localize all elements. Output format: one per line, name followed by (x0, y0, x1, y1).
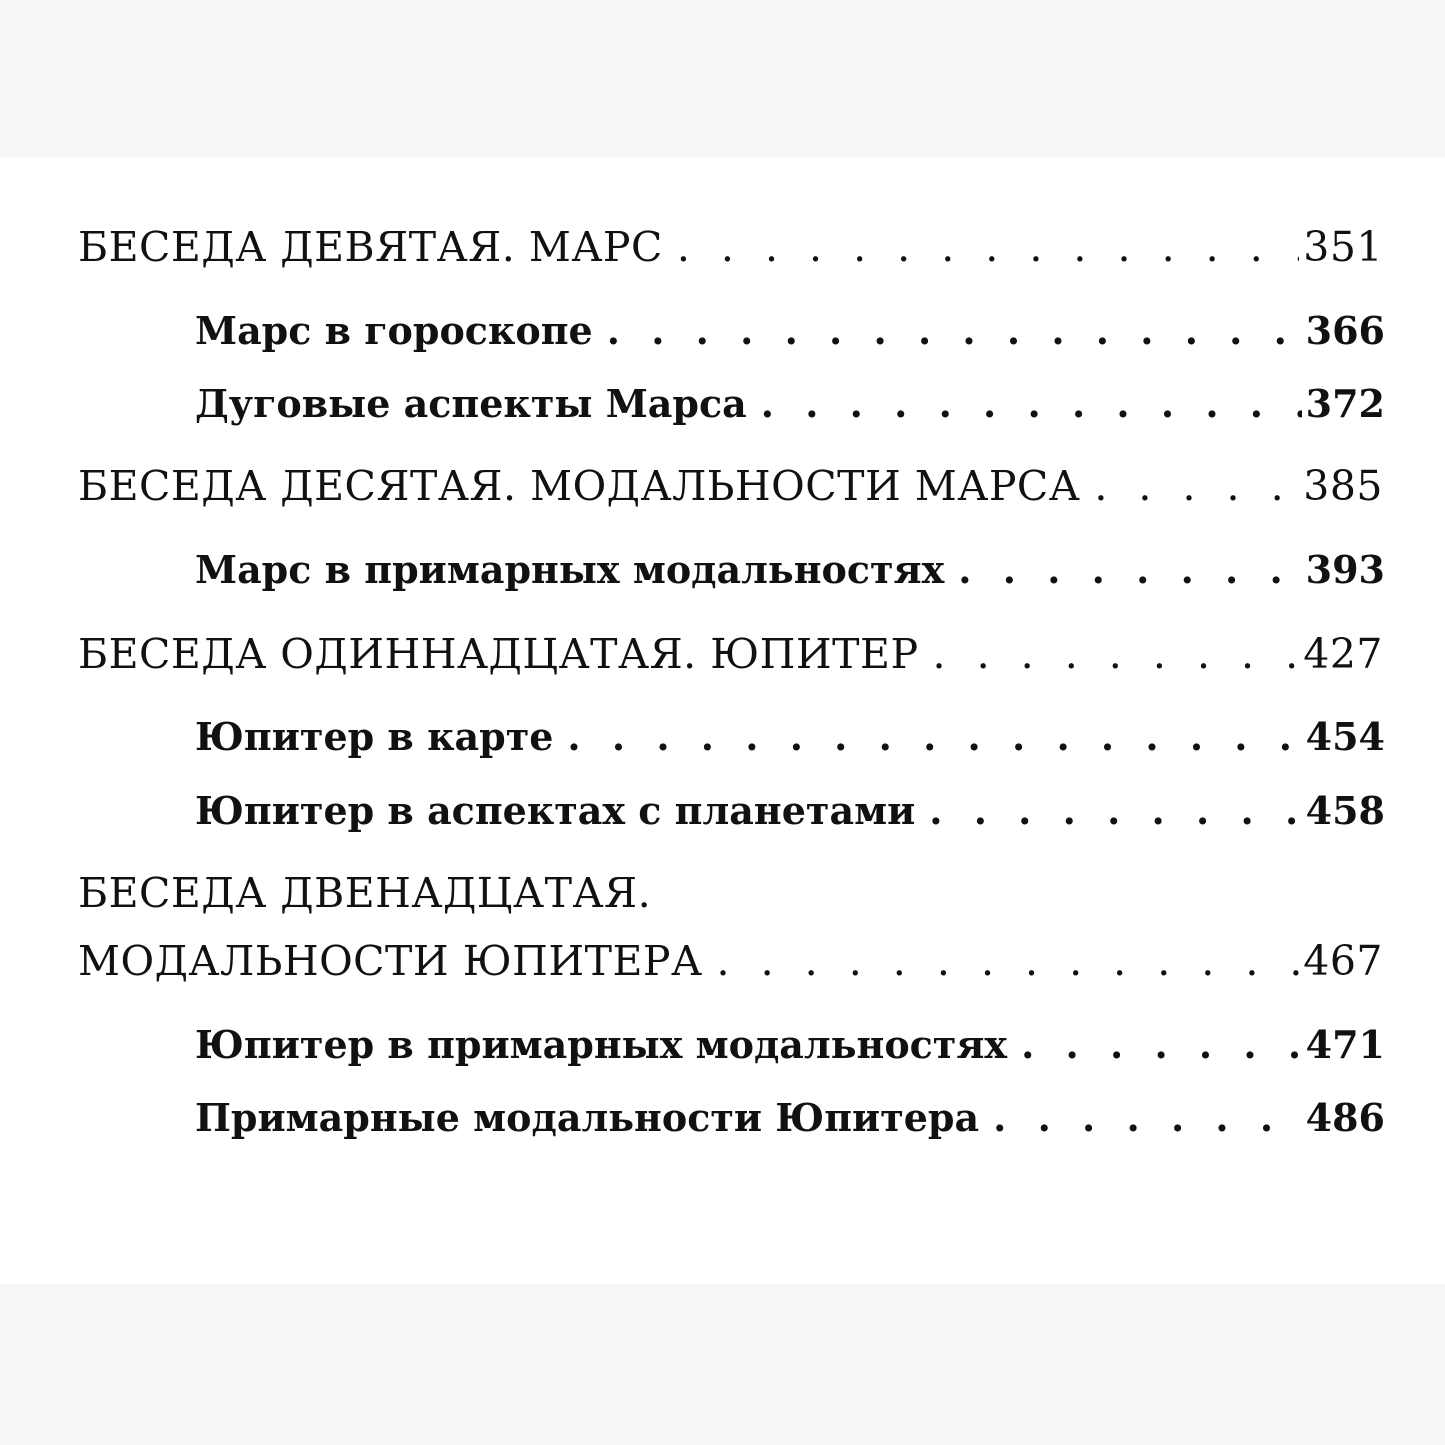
toc-page-number: 393 (1305, 547, 1385, 592)
toc-page-number: 372 (1305, 381, 1385, 426)
toc-entry-title: Марс в гороскопе (195, 308, 593, 353)
toc-page-number: 427 (1303, 630, 1383, 678)
toc-page-number: 385 (1303, 462, 1383, 510)
toc-entry-chapter (78, 630, 1383, 678)
toc-entry-title: БЕСЕДА ОДИННАДЦАТАЯ. ЮПИТЕР (78, 630, 919, 678)
toc-entry-title: Юпитер в карте (195, 714, 554, 759)
toc-entry-title: Марс в примарных модальностях (195, 547, 945, 592)
dot-leader (929, 788, 1301, 833)
toc-entry-section (195, 1095, 1385, 1140)
toc-page-number: 366 (1305, 308, 1385, 353)
page (0, 157, 1445, 1284)
toc-entry-section (195, 547, 1385, 592)
dot-leader (567, 714, 1301, 759)
toc-page-number: 471 (1305, 1022, 1385, 1067)
dot-leader (933, 630, 1300, 678)
toc-entry-title: Юпитер в аспектах с планетами (195, 788, 916, 833)
toc-page-number: 486 (1305, 1095, 1385, 1140)
dot-leader (607, 308, 1302, 353)
toc-entry-title-line1: БЕСЕДА ДВЕНАДЦАТАЯ. (78, 869, 652, 917)
dot-leader (958, 547, 1301, 592)
toc-entry-title: МОДАЛЬНОСТИ ЮПИТЕРА (78, 937, 703, 985)
toc-entry-section (195, 714, 1385, 759)
dot-leader (677, 223, 1299, 271)
toc-entry-title: Дуговые аспекты Марса (195, 381, 747, 426)
toc-entry-section (195, 381, 1385, 426)
table-of-contents (0, 157, 1445, 1284)
toc-entry-title: БЕСЕДА ДЕСЯТАЯ. МОДАЛЬНОСТИ МАРСА (78, 462, 1081, 510)
dot-leader (1021, 1022, 1302, 1067)
toc-entry-section (195, 788, 1385, 833)
toc-entry-chapter (78, 223, 1383, 271)
toc-entry-chapter (78, 462, 1383, 510)
dot-leader (1094, 462, 1299, 510)
toc-entry-section (195, 308, 1385, 353)
dot-leader (717, 937, 1300, 985)
toc-page-number: 467 (1303, 937, 1383, 985)
toc-entry-section (195, 1022, 1385, 1067)
toc-page-number: 454 (1305, 714, 1385, 759)
toc-entry-title: БЕСЕДА ДЕВЯТАЯ. МАРС (78, 223, 663, 271)
toc-page-number: 458 (1305, 788, 1385, 833)
dot-leader (993, 1095, 1302, 1140)
toc-entry-chapter (78, 937, 1383, 985)
toc-entry-title: Примарные модальности Юпитера (195, 1095, 980, 1140)
toc-page-number: 351 (1303, 223, 1383, 271)
toc-entry-title: Юпитер в примарных модальностях (195, 1022, 1008, 1067)
dot-leader (761, 381, 1302, 426)
